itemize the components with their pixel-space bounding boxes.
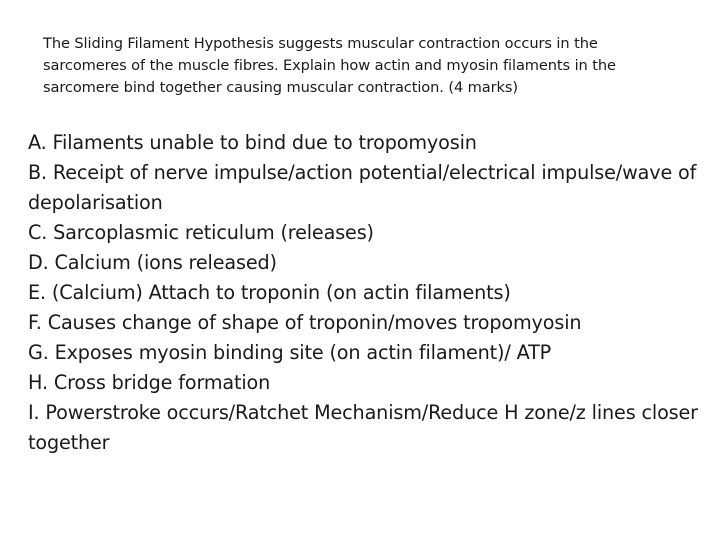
- answer-item-d: D. Calcium (ions released): [28, 251, 277, 274]
- answer-item-f: F. Causes change of shape of troponin/moves tropomyosin: [28, 311, 582, 334]
- answer-item-h: H. Cross bridge formation: [28, 371, 271, 394]
- answer-item-b: B. Receipt of nerve impulse/action potential/electrical impulse/wave of depolarisation: [28, 161, 697, 214]
- mark-scheme-list: [28, 128, 700, 458]
- answer-item-c: C. Sarcoplasmic reticulum (releases): [28, 221, 374, 244]
- answer-item-g: G. Exposes myosin binding site (on actin filament)/ ATP: [28, 341, 552, 364]
- question-text: The Sliding Filament Hypothesis suggests muscular contraction occurs in the sarcomeres of the muscle fibres. Explain how actin and myosin filaments in the sarcomere bind together causing muscular contraction. (4 marks): [43, 35, 616, 96]
- answer-item-e: E. (Calcium) Attach to troponin (on actin filaments): [28, 281, 511, 304]
- answer-item-i: I. Powerstroke occurs/Ratchet Mechanism/Reduce H zone/z lines closer together: [28, 401, 698, 454]
- answer-item-a: A. Filaments unable to bind due to tropomyosin: [28, 131, 477, 154]
